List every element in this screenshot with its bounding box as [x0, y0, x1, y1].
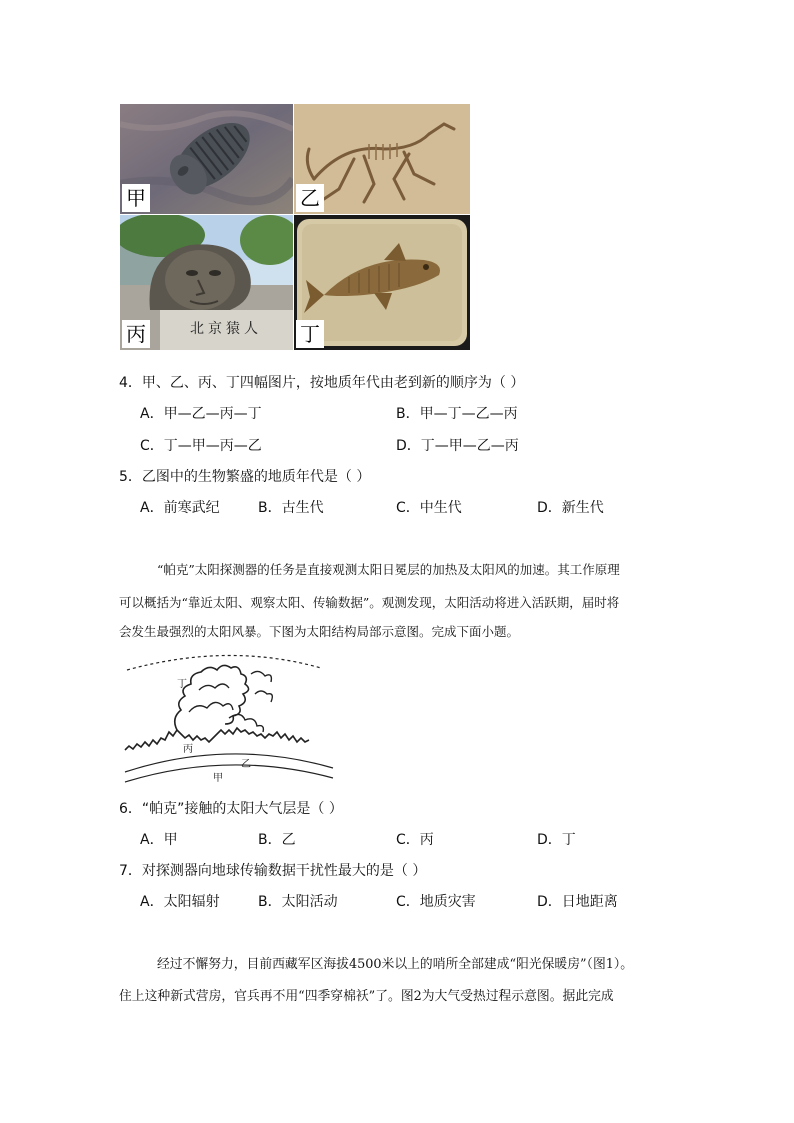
- label-jia: 甲: [122, 184, 150, 212]
- question-7-stem: 7．对探测器向地球传输数据干扰性最大的是（ ）: [119, 863, 427, 879]
- question-4-option-b[interactable]: B．甲—丁—乙—丙: [396, 406, 518, 422]
- label-ding: 丁: [296, 320, 324, 348]
- question-4-option-c[interactable]: C．丁—甲—丙—乙: [140, 438, 262, 454]
- question-7-option-b[interactable]: B．太阳活动: [258, 894, 338, 910]
- question-6-option-a[interactable]: A．甲: [140, 832, 178, 848]
- passage-2-line-2: 住上这种新式营房，官兵再不用“四季穿棉袄”了。图2为大气受热过程示意图。据此完成: [119, 989, 614, 1004]
- question-4-stem: 4．甲、乙、丙、丁四幅图片，按地质年代由老到新的顺序为（ ）: [119, 375, 525, 391]
- photo-fish-fossil: [294, 215, 470, 350]
- photo-trilobite: [120, 104, 293, 214]
- photo-dinosaur: [294, 104, 470, 214]
- passage-1-line-2: 可以概括为“靠近太阳、观察太阳、传输数据”。观测发现，太阳活动将进入活跃期，届时将: [119, 595, 620, 610]
- sun-structure-drawing: [119, 650, 339, 785]
- question-6-option-c[interactable]: C．丙: [396, 832, 434, 848]
- question-6-stem: 6．“帕克”接触的太阳大气层是（ ）: [119, 801, 343, 817]
- question-6-option-b[interactable]: B．乙: [258, 832, 296, 848]
- question-5-stem: 5．乙图中的生物繁盛的地质年代是（ ）: [119, 469, 371, 485]
- question-5-option-c[interactable]: C．中生代: [396, 500, 462, 516]
- label-bing: 丙: [122, 320, 150, 348]
- question-6-option-d[interactable]: D．丁: [537, 832, 576, 848]
- statue-plaque: 北京猿人: [190, 321, 262, 337]
- question-5-option-d[interactable]: D．新生代: [537, 500, 604, 516]
- question-7-option-a[interactable]: A．太阳辐射: [140, 894, 220, 910]
- question-4-option-d[interactable]: D．丁—甲—乙—丙: [396, 438, 519, 454]
- question-5-option-a[interactable]: A．前寒武纪: [140, 500, 220, 516]
- question-5-option-b[interactable]: B．古生代: [258, 500, 324, 516]
- diagram-label-yi: 乙: [241, 759, 251, 770]
- passage-2-line-1: 经过不懈努力，目前西藏军区海拔4500米以上的哨所全部建成“阳光保暖房”（图1）。: [157, 957, 634, 972]
- diagram-label-ding: 丁: [177, 679, 187, 690]
- passage-1-line-3: 会发生最强烈的太阳风暴。下图为太阳结构局部示意图。完成下面小题。: [119, 624, 520, 639]
- passage-1-line-1: “帕克”太阳探测器的任务是直接观测太阳日冕层的加热及太阳风的加速。其工作原理: [157, 562, 620, 577]
- question-7-option-d[interactable]: D．日地距离: [537, 894, 618, 910]
- sun-structure-diagram: [119, 650, 339, 785]
- label-yi: 乙: [296, 184, 324, 212]
- diagram-label-bing: 丙: [183, 744, 193, 755]
- question-7-option-c[interactable]: C．地质灾害: [396, 894, 476, 910]
- diagram-label-jia: 甲: [213, 773, 223, 784]
- question-4-option-a[interactable]: A．甲—乙—丙—丁: [140, 406, 262, 422]
- photo-peking-man: [120, 215, 293, 350]
